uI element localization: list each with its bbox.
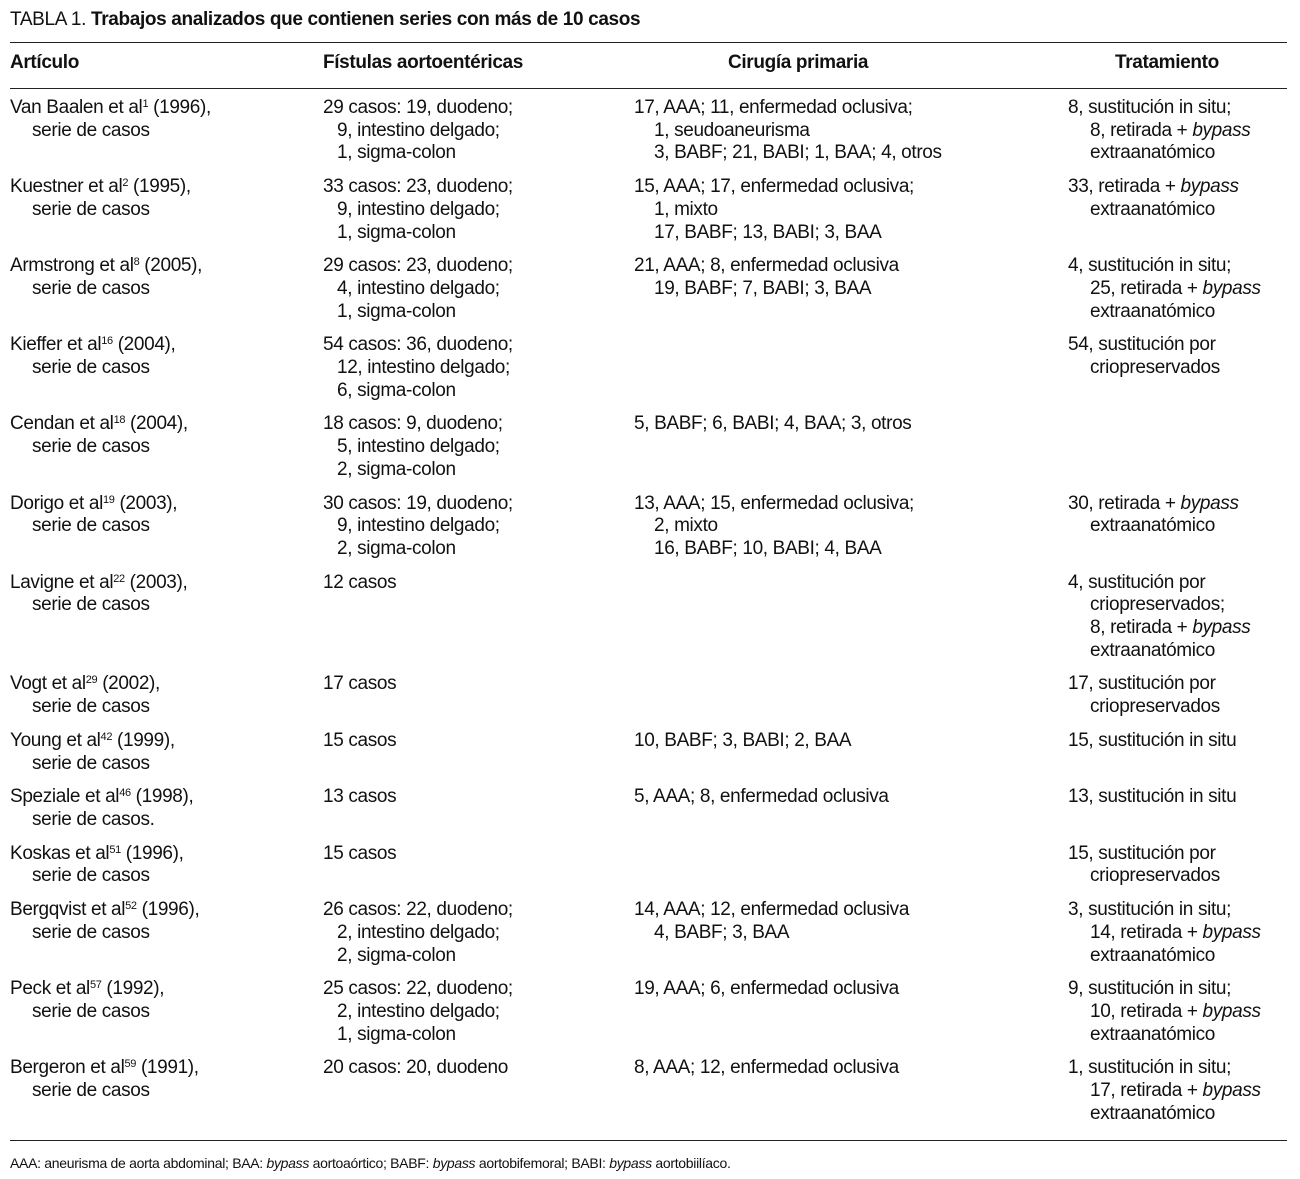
tratamiento-line: 14, retirada + bypass	[1090, 921, 1261, 943]
tratamiento-line: 9, sustitución in situ;	[1068, 978, 1232, 1000]
article-author: Kuestner et al	[10, 176, 123, 198]
tratamiento-line: 17, sustitución por	[1068, 673, 1216, 695]
article-citation	[10, 97, 323, 120]
reference-number: 42	[100, 730, 113, 743]
cirugia-line: 19, BABF; 7, BABI; 3, BAA	[654, 277, 872, 299]
article-year: (2002),	[97, 673, 160, 695]
data-table	[10, 52, 1290, 1136]
cirugia-line: 13, AAA; 15, enfermedad oclusiva;	[634, 492, 914, 514]
cell-fistulas	[323, 86, 634, 176]
fistulas-line: 2, sigma-colon	[337, 944, 456, 966]
fistulas-line: 1, sigma-colon	[337, 142, 456, 164]
reference-number: 8	[133, 256, 140, 269]
cell-cirugia	[634, 493, 1068, 572]
table-title	[10, 9, 640, 31]
table-row	[10, 413, 1290, 492]
fistulas-line: 15 casos	[323, 842, 397, 864]
cell-fistulas	[323, 493, 634, 572]
fistulas-line: 1, sigma-colon	[337, 221, 456, 243]
cell-tratamiento	[1068, 413, 1290, 492]
tratamiento-line: 8, sustitución in situ;	[1068, 97, 1232, 118]
cell-tratamiento	[1068, 493, 1290, 572]
cell-tratamiento	[1068, 786, 1290, 842]
table-body	[10, 86, 1290, 1136]
article-citation	[10, 255, 323, 278]
fistulas-line: 12 casos	[323, 571, 397, 593]
top-rule	[10, 42, 1287, 43]
tratamiento-line: 25, retirada + bypass	[1090, 277, 1261, 299]
table-row	[10, 899, 1290, 978]
article-type: serie de casos	[32, 696, 150, 718]
fistulas-line: 2, sigma-colon	[337, 537, 456, 559]
reference-number: 59	[124, 1058, 137, 1071]
article-type: serie de casos	[32, 865, 150, 887]
article-type: serie de casos	[32, 515, 150, 537]
cell-tratamiento	[1068, 730, 1290, 786]
tratamiento-line: 54, sustitución por	[1068, 334, 1216, 356]
cell-cirugia	[634, 899, 1068, 978]
italic-term: bypass	[1202, 1000, 1261, 1022]
cell-fistulas	[323, 978, 634, 1057]
italic-term: bypass	[1192, 617, 1251, 639]
article-author: Koskas et al	[10, 842, 110, 864]
article-author: Bergqvist et al	[10, 899, 126, 921]
tratamiento-line: extraanatómico	[1090, 944, 1216, 966]
article-citation	[10, 899, 323, 922]
fistulas-line: 6, sigma-colon	[337, 379, 456, 401]
table-row	[10, 730, 1290, 786]
cell-tratamiento	[1068, 899, 1290, 978]
cell-articulo	[10, 413, 323, 492]
cell-articulo	[10, 493, 323, 572]
cell-cirugia	[634, 413, 1068, 492]
article-year: (1996),	[148, 97, 211, 118]
article-citation	[10, 978, 323, 1001]
italic-term: bypass	[1192, 119, 1251, 141]
reference-number: 19	[102, 493, 115, 506]
table-row	[10, 673, 1290, 729]
article-author: Armstrong et al	[10, 255, 134, 277]
tratamiento-line: criopreservados	[1090, 696, 1220, 718]
fistulas-line: 2, intestino delgado;	[337, 1000, 500, 1022]
article-year: (2003),	[114, 492, 178, 514]
cell-tratamiento	[1068, 176, 1290, 255]
cell-cirugia	[634, 673, 1068, 729]
tratamiento-line: extraanatómico	[1090, 300, 1216, 322]
fistulas-line: 33 casos: 23, duodeno;	[323, 176, 513, 198]
tratamiento-line: 4, sustitución in situ;	[1068, 255, 1232, 277]
table-row	[10, 255, 1290, 334]
article-year: (1995),	[128, 176, 191, 198]
cell-cirugia	[634, 176, 1068, 255]
table-row	[10, 493, 1290, 572]
tratamiento-line: 33, retirada + bypass	[1068, 176, 1239, 198]
table-row	[10, 1057, 1290, 1136]
header-cirugia: Cirugía primaria	[728, 52, 869, 73]
italic-term: bypass	[1202, 921, 1261, 943]
fistulas-line: 9, intestino delgado;	[337, 119, 500, 141]
italic-term: bypass	[1202, 1080, 1261, 1102]
reference-number: 46	[119, 787, 131, 800]
cell-articulo	[10, 786, 323, 842]
article-citation	[10, 673, 323, 696]
cell-fistulas	[323, 843, 634, 899]
article-type: serie de casos	[32, 921, 150, 943]
table-row	[10, 572, 1290, 674]
article-citation	[10, 786, 323, 809]
tratamiento-line: 17, retirada + bypass	[1090, 1080, 1261, 1102]
cell-fistulas	[323, 786, 634, 842]
article-year: (1998),	[130, 786, 194, 808]
cell-cirugia	[634, 572, 1068, 674]
article-type: serie de casos	[32, 198, 150, 220]
reference-number: 2	[122, 177, 129, 190]
cell-fistulas	[323, 899, 634, 978]
fistulas-line: 25 casos: 22, duodeno;	[323, 978, 513, 1000]
cell-fistulas	[323, 673, 634, 729]
cirugia-line: 8, AAA; 12, enfermedad oclusiva	[634, 1057, 899, 1079]
tratamiento-line: 1, sustitución in situ;	[1068, 1057, 1232, 1079]
cell-tratamiento	[1068, 1057, 1290, 1136]
cirugia-line: 4, BABF; 3, BAA	[654, 921, 790, 943]
cell-articulo	[10, 572, 323, 674]
cirugia-line: 19, AAA; 6, enfermedad oclusiva	[634, 978, 899, 1000]
article-type: serie de casos	[32, 277, 150, 299]
article-year: (2005),	[139, 255, 203, 277]
cell-tratamiento	[1068, 86, 1290, 176]
tratamiento-line: 30, retirada + bypass	[1068, 492, 1239, 514]
cell-articulo	[10, 730, 323, 786]
cell-tratamiento	[1068, 978, 1290, 1057]
tratamiento-line: 10, retirada + bypass	[1090, 1000, 1261, 1022]
article-author: Peck et al	[10, 978, 90, 1000]
article-type: serie de casos	[32, 594, 150, 616]
cell-fistulas	[323, 176, 634, 255]
tratamiento-line: extraanatómico	[1090, 142, 1216, 164]
article-citation	[10, 843, 323, 866]
article-type: serie de casos.	[32, 808, 155, 830]
cell-cirugia	[634, 255, 1068, 334]
article-citation	[10, 1057, 323, 1080]
article-author: Van Baalen et al	[10, 97, 143, 118]
table-row	[10, 86, 1290, 176]
cell-tratamiento	[1068, 572, 1290, 674]
fistulas-line: 29 casos: 23, duodeno;	[323, 255, 513, 277]
article-author: Lavigne et al	[10, 571, 114, 593]
tratamiento-line: extraanatómico	[1090, 1102, 1216, 1124]
reference-number: 16	[101, 335, 113, 348]
tratamiento-line: 8, retirada + bypass	[1090, 119, 1251, 141]
table-label: TABLA 1.	[10, 9, 87, 30]
tratamiento-line: criopreservados	[1090, 357, 1220, 379]
header-row	[10, 52, 1290, 86]
cell-cirugia	[634, 843, 1068, 899]
bottom-rule	[10, 1140, 1287, 1141]
cell-cirugia	[634, 730, 1068, 786]
cirugia-line: 15, AAA; 17, enfermedad oclusiva;	[634, 176, 914, 198]
fistulas-line: 17 casos	[323, 673, 397, 695]
cell-fistulas	[323, 730, 634, 786]
cell-articulo	[10, 1057, 323, 1136]
article-year: (2003),	[124, 571, 188, 593]
reference-number: 1	[142, 98, 149, 110]
article-type: serie de casos	[32, 119, 150, 141]
fistulas-line: 20 casos: 20, duodeno	[323, 1057, 508, 1079]
cirugia-line: 16, BABF; 10, BABI; 4, BAA	[654, 537, 882, 559]
reference-number: 52	[125, 900, 137, 913]
article-type: serie de casos	[32, 357, 150, 379]
article-author: Young et al	[10, 729, 101, 751]
cell-articulo	[10, 899, 323, 978]
article-year: (1992),	[101, 978, 165, 1000]
cell-articulo	[10, 176, 323, 255]
article-author: Dorigo et al	[10, 492, 103, 514]
cell-articulo	[10, 978, 323, 1057]
article-citation	[10, 730, 323, 753]
cell-fistulas	[323, 413, 634, 492]
cell-articulo	[10, 673, 323, 729]
table-caption: Trabajos analizados que contienen series con más de 10 casos	[91, 9, 641, 30]
reference-number: 29	[85, 674, 98, 687]
header-fistulas: Fístulas aortoentéricas	[323, 52, 523, 73]
cell-fistulas	[323, 1057, 634, 1136]
table-row	[10, 786, 1290, 842]
fistulas-line: 54 casos: 36, duodeno;	[323, 334, 513, 356]
header-tratamiento: Tratamiento	[1115, 52, 1219, 73]
fistulas-line: 9, intestino delgado;	[337, 198, 500, 220]
header-articulo: Artículo	[10, 52, 79, 73]
article-year: (1991),	[136, 1057, 199, 1079]
table-row	[10, 978, 1290, 1057]
article-author: Speziale et al	[10, 786, 120, 808]
reference-number: 22	[113, 572, 125, 585]
italic-term: bypass	[432, 1155, 476, 1171]
fistulas-line: 2, sigma-colon	[337, 458, 456, 480]
fistulas-line: 26 casos: 22, duodeno;	[323, 899, 513, 921]
italic-term: bypass	[1202, 277, 1261, 299]
cirugia-line: 17, AAA; 11, enfermedad oclusiva;	[634, 97, 913, 118]
article-citation	[10, 176, 323, 199]
cell-articulo	[10, 843, 323, 899]
tratamiento-line: 3, sustitución in situ;	[1068, 899, 1232, 921]
cirugia-line: 17, BABF; 13, BABI; 3, BAA	[654, 221, 882, 243]
article-citation	[10, 572, 323, 595]
article-author: Vogt et al	[10, 673, 86, 695]
fistulas-line: 1, sigma-colon	[337, 1023, 456, 1045]
cell-articulo	[10, 86, 323, 176]
article-author: Bergeron et al	[10, 1057, 125, 1079]
tratamiento-line: 15, sustitución por	[1068, 842, 1216, 864]
table-footnote: AAA: aneurisma de aorta abdominal; BAA: bypass aortoaórtico; BABF: bypass aortobifemoral; BABI: bypass aortobiilíaco.	[10, 1155, 731, 1171]
reference-number: 51	[109, 843, 121, 856]
fistulas-line: 15 casos	[323, 729, 397, 751]
tratamiento-line: criopreservados;	[1090, 594, 1225, 616]
tratamiento-line: 4, sustitución por	[1068, 571, 1206, 593]
article-author: Cendan et al	[10, 413, 114, 435]
article-citation	[10, 334, 323, 357]
cirugia-line: 1, mixto	[654, 198, 718, 220]
article-year: (1999),	[112, 729, 175, 751]
article-type: serie de casos	[32, 1080, 150, 1102]
article-year: (1996),	[120, 842, 184, 864]
cell-tratamiento	[1068, 673, 1290, 729]
cell-tratamiento	[1068, 843, 1290, 899]
fistulas-line: 29 casos: 19, duodeno;	[323, 97, 513, 118]
cell-cirugia	[634, 786, 1068, 842]
cell-cirugia	[634, 334, 1068, 413]
cell-tratamiento	[1068, 255, 1290, 334]
cell-cirugia	[634, 86, 1068, 176]
cell-fistulas	[323, 572, 634, 674]
fistulas-line: 12, intestino delgado;	[337, 357, 510, 379]
fistulas-line: 2, intestino delgado;	[337, 921, 500, 943]
article-citation	[10, 413, 323, 436]
italic-term: bypass	[1180, 492, 1239, 514]
article-author: Kieffer et al	[10, 334, 102, 356]
cirugia-line: 5, BABF; 6, BABI; 4, BAA; 3, otros	[634, 413, 912, 435]
cell-tratamiento	[1068, 334, 1290, 413]
fistulas-line: 1, sigma-colon	[337, 300, 456, 322]
cirugia-line: 21, AAA; 8, enfermedad oclusiva	[634, 255, 899, 277]
table-row	[10, 843, 1290, 899]
cell-fistulas	[323, 334, 634, 413]
cell-articulo	[10, 255, 323, 334]
article-year: (2004),	[112, 334, 176, 356]
tratamiento-line: extraanatómico	[1090, 639, 1216, 661]
article-type: serie de casos	[32, 436, 150, 458]
table-row	[10, 334, 1290, 413]
cirugia-line: 2, mixto	[654, 515, 718, 537]
reference-number: 57	[89, 979, 102, 992]
cell-articulo	[10, 334, 323, 413]
tratamiento-line: extraanatómico	[1090, 1023, 1216, 1045]
article-type: serie de casos	[32, 752, 150, 774]
tratamiento-line: extraanatómico	[1090, 198, 1216, 220]
article-year: (1996),	[136, 899, 200, 921]
tratamiento-line: criopreservados	[1090, 865, 1220, 887]
italic-term: bypass	[266, 1155, 310, 1171]
fistulas-line: 4, intestino delgado;	[337, 277, 500, 299]
fistulas-line: 18 casos: 9, duodeno;	[323, 413, 503, 435]
cirugia-line: 3, BABF; 21, BABI; 1, BAA; 4, otros	[654, 142, 942, 164]
article-year: (2004),	[125, 413, 188, 435]
fistulas-line: 5, intestino delgado;	[337, 436, 500, 458]
tratamiento-line: 15, sustitución in situ	[1068, 729, 1237, 751]
tratamiento-line: 8, retirada + bypass	[1090, 617, 1251, 639]
article-citation	[10, 493, 323, 516]
cirugia-line: 5, AAA; 8, enfermedad oclusiva	[634, 786, 889, 808]
reference-number: 18	[113, 414, 126, 427]
article-type: serie de casos	[32, 1000, 150, 1022]
cirugia-line: 1, seudoaneurisma	[654, 119, 810, 141]
fistulas-line: 9, intestino delgado;	[337, 515, 500, 537]
fistulas-line: 13 casos	[323, 786, 397, 808]
italic-term: bypass	[609, 1155, 652, 1171]
cell-fistulas	[323, 255, 634, 334]
cirugia-line: 10, BABF; 3, BABI; 2, BAA	[634, 729, 852, 751]
table-row	[10, 176, 1290, 255]
cell-cirugia	[634, 1057, 1068, 1136]
tratamiento-line: 13, sustitución in situ	[1068, 786, 1237, 808]
cell-cirugia	[634, 978, 1068, 1057]
fistulas-line: 30 casos: 19, duodeno;	[323, 492, 513, 514]
italic-term: bypass	[1180, 176, 1239, 198]
cirugia-line: 14, AAA; 12, enfermedad oclusiva	[634, 899, 910, 921]
tratamiento-line: extraanatómico	[1090, 515, 1216, 537]
